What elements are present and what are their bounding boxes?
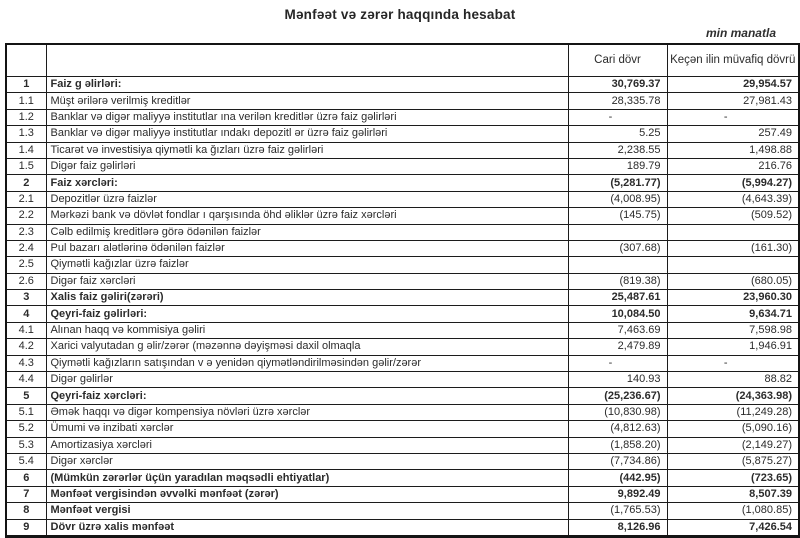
row-label: Əmək haqqı və digər kompensiya növləri üzrə xərclər [46, 404, 568, 420]
value-previous-period: (161.30) [667, 240, 799, 256]
row-number: 5.3 [6, 437, 46, 453]
header-num-cell [6, 44, 46, 77]
row-number: 5 [6, 388, 46, 404]
row-label: Amortizasiya xərcləri [46, 437, 568, 453]
value-previous-period: (5,875.27) [667, 453, 799, 469]
unit-note: min manatla [705, 26, 776, 40]
value-previous-period: 7,598.98 [667, 322, 799, 338]
table-row [6, 372, 799, 388]
value-current-period: 10,084.50 [568, 306, 667, 322]
table-row [6, 486, 799, 502]
table-row [6, 404, 799, 420]
row-label: Faiz xərcləri: [46, 175, 568, 191]
value-current-period: (4,812.63) [568, 421, 667, 437]
row-label: Qiymətli kağızlar üzrə faizlər [46, 257, 568, 273]
value-previous-period: (680.05) [667, 273, 799, 289]
value-current-period: 140.93 [568, 372, 667, 388]
row-number: 2.6 [6, 273, 46, 289]
value-current-period: (7,734.86) [568, 453, 667, 469]
value-previous-period: 27,981.43 [667, 93, 799, 109]
row-label: Pul bazarı alətlərinə ödənilən faizlər [46, 240, 568, 256]
row-number: 2.5 [6, 257, 46, 273]
value-previous-period: 8,507.39 [667, 486, 799, 502]
row-number: 5.4 [6, 453, 46, 469]
table-row [6, 208, 799, 224]
value-previous-period: 9,634.71 [667, 306, 799, 322]
value-previous-period: 1,946.91 [667, 339, 799, 355]
row-label: Digər gəlirlər [46, 372, 568, 388]
row-number: 2.2 [6, 208, 46, 224]
row-number: 1.1 [6, 93, 46, 109]
value-current-period: 2,479.89 [568, 339, 667, 355]
row-label: Faiz g əlirləri: [46, 77, 568, 93]
row-label: Xalis faiz gəliri(zərəri) [46, 290, 568, 306]
row-number: 4.3 [6, 355, 46, 371]
table-row [6, 158, 799, 174]
value-current-period: 189.79 [568, 158, 667, 174]
table-row [6, 322, 799, 338]
header-previous-period: Keçən ilin müvafiq dövrü [667, 44, 799, 77]
row-number: 3 [6, 290, 46, 306]
row-label: Qeyri-faiz gəlirləri: [46, 306, 568, 322]
row-label: Mənfəət vergisi [46, 503, 568, 519]
row-number: 5.2 [6, 421, 46, 437]
row-label: Ümumi və inzibati xərclər [46, 421, 568, 437]
row-label: Dövr üzrə xalis mənfəət [46, 519, 568, 536]
header-row [6, 44, 799, 77]
profit-loss-table [5, 43, 800, 538]
row-number: 9 [6, 519, 46, 536]
row-label: Digər faiz gəlirləri [46, 158, 568, 174]
row-number: 1.4 [6, 142, 46, 158]
row-label: Banklar və digər maliyyə institutlar ına verilən kreditlər üzrə faiz gəlirləri [46, 109, 568, 125]
table-row [6, 339, 799, 355]
value-previous-period: (5,090.16) [667, 421, 799, 437]
value-previous-period: (509.52) [667, 208, 799, 224]
table-row [6, 77, 799, 93]
row-number: 2.4 [6, 240, 46, 256]
value-previous-period: (723.65) [667, 470, 799, 486]
value-current-period [568, 257, 667, 273]
value-previous-period: 88.82 [667, 372, 799, 388]
table-row [6, 437, 799, 453]
row-label: Alınan haqq və kommisiya gəliri [46, 322, 568, 338]
value-previous-period: - [667, 109, 799, 125]
value-previous-period: (5,994.27) [667, 175, 799, 191]
value-current-period: 8,126.96 [568, 519, 667, 536]
table-row [6, 257, 799, 273]
value-current-period: - [568, 355, 667, 371]
table-row [6, 126, 799, 142]
value-current-period: 5.25 [568, 126, 667, 142]
table-row [6, 306, 799, 322]
value-previous-period: (24,363.98) [667, 388, 799, 404]
value-previous-period: (4,643.39) [667, 191, 799, 207]
row-label: Ticarət və investisiya qiymətli ka ğızları üzrə faiz gəlirləri [46, 142, 568, 158]
table-row [6, 109, 799, 125]
table-row [6, 240, 799, 256]
row-number: 2.1 [6, 191, 46, 207]
value-previous-period: 23,960.30 [667, 290, 799, 306]
value-previous-period: 257.49 [667, 126, 799, 142]
row-number: 2 [6, 175, 46, 191]
table-row [6, 273, 799, 289]
value-previous-period [667, 257, 799, 273]
row-number: 4 [6, 306, 46, 322]
value-current-period [568, 224, 667, 240]
value-current-period: (4,008.95) [568, 191, 667, 207]
row-number: 1.5 [6, 158, 46, 174]
table-body [6, 77, 799, 537]
value-previous-period: (1,080.85) [667, 503, 799, 519]
table-row [6, 191, 799, 207]
table-row [6, 503, 799, 519]
value-previous-period: 29,954.57 [667, 77, 799, 93]
value-current-period: 25,487.61 [568, 290, 667, 306]
value-current-period: (25,236.67) [568, 388, 667, 404]
row-number: 1 [6, 77, 46, 93]
row-label: Xarici valyutadan g əlir/zərər (məzənnə dəyişməsi daxil olmaqla [46, 339, 568, 355]
table-row [6, 290, 799, 306]
value-current-period: 7,463.69 [568, 322, 667, 338]
row-label: Digər faiz xərcləri [46, 273, 568, 289]
report-title: Mənfəət və zərər haqqında hesabat [284, 7, 516, 22]
row-number: 2.3 [6, 224, 46, 240]
value-current-period: (145.75) [568, 208, 667, 224]
header-desc-cell [46, 44, 568, 77]
value-current-period: (5,281.77) [568, 175, 667, 191]
value-current-period: 9,892.49 [568, 486, 667, 502]
row-number: 4.1 [6, 322, 46, 338]
value-previous-period: (11,249.28) [667, 404, 799, 420]
value-previous-period: (2,149.27) [667, 437, 799, 453]
row-number: 4.4 [6, 372, 46, 388]
value-current-period: (1,765.53) [568, 503, 667, 519]
value-current-period: 2,238.55 [568, 142, 667, 158]
value-previous-period: 216.76 [667, 158, 799, 174]
row-label: Depozitlər üzrə faizlər [46, 191, 568, 207]
value-previous-period [667, 224, 799, 240]
table-row [6, 453, 799, 469]
row-number: 6 [6, 470, 46, 486]
table-row [6, 470, 799, 486]
value-previous-period: 1,498.88 [667, 142, 799, 158]
value-current-period: (10,830.98) [568, 404, 667, 420]
row-label: (Mümkün zərərlər üçün yaradılan məqsədli ehtiyatlar) [46, 470, 568, 486]
row-label: Mərkəzi bank və dövlət fondlar ı qarşısında öhd əliklər üzrə faiz xərcləri [46, 208, 568, 224]
table-row [6, 93, 799, 109]
table-row [6, 519, 799, 536]
value-current-period: (1,858.20) [568, 437, 667, 453]
table-row [6, 355, 799, 371]
row-number: 5.1 [6, 404, 46, 420]
table-row [6, 142, 799, 158]
row-label: Qeyri-faiz xərcləri: [46, 388, 568, 404]
value-previous-period: 7,426.54 [667, 519, 799, 536]
row-number: 8 [6, 503, 46, 519]
table-row [6, 224, 799, 240]
row-number: 7 [6, 486, 46, 502]
header-current-period: Cari dövr [568, 44, 667, 77]
table-row [6, 388, 799, 404]
row-label: Mənfəət vergisindən əvvəlki mənfəət (zərər) [46, 486, 568, 502]
value-current-period: 28,335.78 [568, 93, 667, 109]
row-label: Cəlb edilmiş kreditlərə görə ödənilən faizlər [46, 224, 568, 240]
row-number: 1.3 [6, 126, 46, 142]
row-label: Müşt ərilərə verilmiş kreditlər [46, 93, 568, 109]
value-current-period: (307.68) [568, 240, 667, 256]
row-label: Digər xərclər [46, 453, 568, 469]
table-row [6, 175, 799, 191]
row-label: Qiymətli kağızların satışından v ə yenidən qiymətləndirilməsindən gəlir/zərər [46, 355, 568, 371]
row-label: Banklar və digər maliyyə institutlar ındakı depozitl ər üzrə faiz gəlirləri [46, 126, 568, 142]
value-previous-period: - [667, 355, 799, 371]
value-current-period: (819.38) [568, 273, 667, 289]
table-row [6, 421, 799, 437]
value-current-period: - [568, 109, 667, 125]
row-number: 4.2 [6, 339, 46, 355]
value-current-period: (442.95) [568, 470, 667, 486]
value-current-period: 30,769.37 [568, 77, 667, 93]
row-number: 1.2 [6, 109, 46, 125]
